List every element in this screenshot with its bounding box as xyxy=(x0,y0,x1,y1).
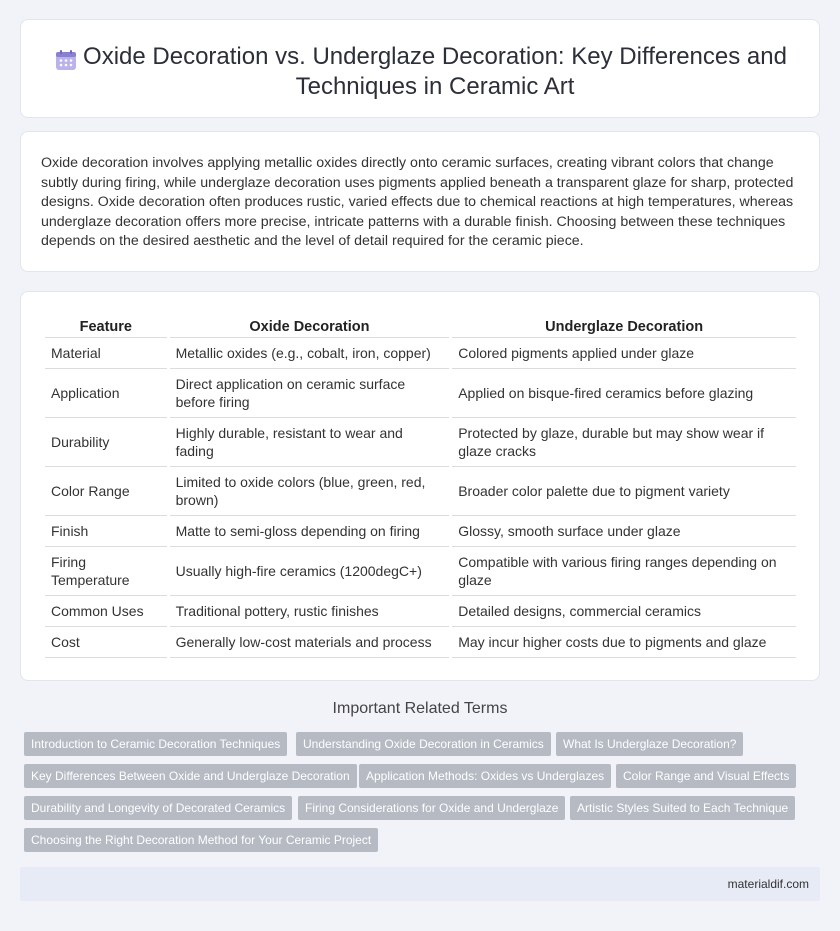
feature-cell: Material xyxy=(45,338,167,369)
feature-cell: Application xyxy=(45,369,167,418)
oxide-cell: Matte to semi-gloss depending on firing xyxy=(170,516,450,547)
underglaze-cell: Detailed designs, commercial ceramics xyxy=(452,596,796,627)
footer-site-name[interactable]: materialdif.com xyxy=(727,877,809,891)
footer xyxy=(20,867,820,901)
table-row xyxy=(45,516,796,547)
table-header-row xyxy=(45,316,796,338)
related-term-link[interactable]: Understanding Oxide Decoration in Ceramics xyxy=(296,732,551,756)
table-row xyxy=(45,418,796,467)
oxide-cell: Traditional pottery, rustic finishes xyxy=(170,596,450,627)
related-term-link[interactable]: Artistic Styles Suited to Each Technique xyxy=(570,796,795,820)
table-row xyxy=(45,369,796,418)
related-term-link[interactable]: What Is Underglaze Decoration? xyxy=(556,732,743,756)
underglaze-cell: May incur higher costs due to pigments and glaze xyxy=(452,627,796,658)
feature-cell: Cost xyxy=(45,627,167,658)
table-row xyxy=(45,596,796,627)
related-term-link[interactable]: Introduction to Ceramic Decoration Techniques xyxy=(24,732,287,756)
table-row xyxy=(45,627,796,658)
related-term-link[interactable]: Firing Considerations for Oxide and Underglaze xyxy=(298,796,565,820)
oxide-cell: Highly durable, resistant to wear and fading xyxy=(170,418,450,467)
comparison-card xyxy=(20,291,820,681)
related-term-link[interactable]: Color Range and Visual Effects xyxy=(616,764,796,788)
oxide-cell: Generally low-cost materials and process xyxy=(170,627,450,658)
underglaze-cell: Applied on bisque-fired ceramics before glazing xyxy=(452,369,796,418)
intro-card xyxy=(20,131,820,272)
header-feature: Feature xyxy=(45,316,167,338)
underglaze-cell: Protected by glaze, durable but may show wear if glaze cracks xyxy=(452,418,796,467)
title-card xyxy=(20,19,820,118)
related-term-link[interactable]: Key Differences Between Oxide and Underglaze Decoration xyxy=(24,764,357,788)
feature-cell: Firing Temperature xyxy=(45,547,167,596)
underglaze-cell: Colored pigments applied under glaze xyxy=(452,338,796,369)
oxide-cell: Usually high-fire ceramics (1200degC+) xyxy=(170,547,450,596)
feature-cell: Color Range xyxy=(45,467,167,516)
related-term-link[interactable]: Application Methods: Oxides vs Underglazes xyxy=(359,764,611,788)
intro-paragraph: Oxide decoration involves applying metallic oxides directly onto ceramic surfaces, creating vibrant colors that change subtly during firing, while underglaze decoration uses pigments applied beneath a transparent glaze for sharp, protected designs. Oxide decoration often produces rustic, varied effects due to chemical reactions at high temperatures, whereas underglaze decoration offers more precise, intricate patterns with a durable finish. Choosing between these techniques depends on the desired aesthetic and the level of detail required for the ceramic piece. xyxy=(41,155,794,249)
oxide-cell: Metallic oxides (e.g., cobalt, iron, copper) xyxy=(170,338,450,369)
related-terms-heading: Important Related Terms xyxy=(332,700,508,717)
table-row xyxy=(45,547,796,596)
related-term-link[interactable]: Durability and Longevity of Decorated Ceramics xyxy=(24,796,292,820)
related-term-link[interactable]: Choosing the Right Decoration Method for Your Ceramic Project xyxy=(24,828,378,852)
oxide-cell: Limited to oxide colors (blue, green, red, brown) xyxy=(170,467,450,516)
comparison-table xyxy=(42,316,799,658)
underglaze-cell: Compatible with various firing ranges depending on glaze xyxy=(452,547,796,596)
feature-cell: Common Uses xyxy=(45,596,167,627)
header-underglaze: Underglaze Decoration xyxy=(452,316,796,338)
table-row xyxy=(45,338,796,369)
oxide-cell: Direct application on ceramic surface before firing xyxy=(170,369,450,418)
page-title: Oxide Decoration vs. Underglaze Decoration: Key Differences and Techniques in Ceramic Art xyxy=(83,43,787,100)
header-oxide: Oxide Decoration xyxy=(170,316,450,338)
underglaze-cell: Glossy, smooth surface under glaze xyxy=(452,516,796,547)
table-row xyxy=(45,467,796,516)
feature-cell: Finish xyxy=(45,516,167,547)
feature-cell: Durability xyxy=(45,418,167,467)
underglaze-cell: Broader color palette due to pigment variety xyxy=(452,467,796,516)
